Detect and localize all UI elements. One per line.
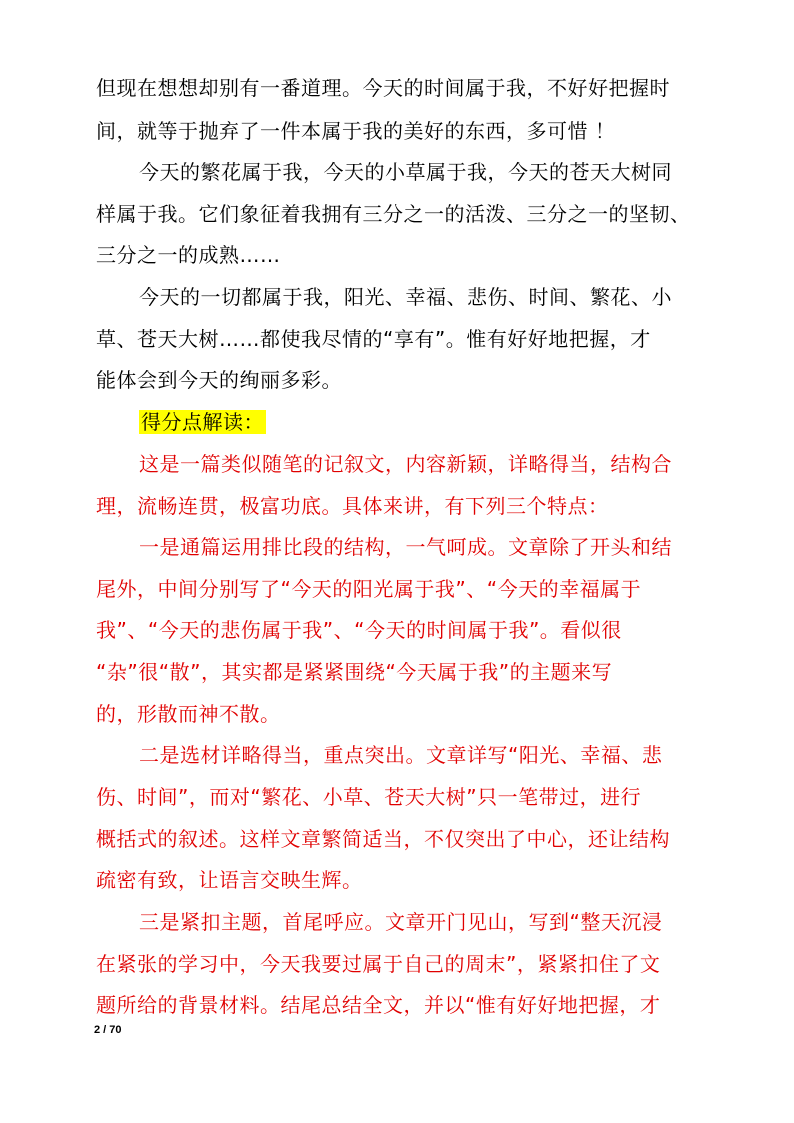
analysis-line: 尾外，中间分别写了“今天的阳光属于我”、“今天的幸福属于	[96, 577, 642, 601]
analysis-heading-line	[139, 408, 266, 436]
analysis-line: 概括式的叙述。这样文章繁简适当，不仅突出了中心，还让结构	[96, 827, 670, 851]
analysis-line: 这是一篇类似随笔的记叙文，内容新颖，详略得当，结构合	[139, 452, 672, 476]
body-line: 但现在想想却别有一番道理。今天的时间属于我，不好好把握时	[96, 76, 670, 100]
body-line: 能体会到今天的绚丽多彩。	[96, 368, 342, 392]
analysis-line: 三是紧扣主题，首尾呼应。文章开门见山，写到“整天沉浸	[139, 910, 663, 934]
analysis-line: 我”、“今天的悲伤属于我”、“今天的时间属于我”。看似很	[96, 618, 622, 642]
analysis-heading: 得分点解读：	[141, 410, 264, 434]
page-number: 2 / 70	[94, 1024, 122, 1036]
analysis-line: 一是通篇运用排比段的结构，一气呵成。文章除了开头和结	[139, 535, 672, 559]
body-line: 今天的一切都属于我，阳光、幸福、悲伤、时间、繁花、小	[139, 285, 672, 309]
analysis-line: 题所给的背景材料。结尾总结全文，并以“惟有好好地把握，才	[96, 993, 661, 1017]
analysis-line: 伤、时间”，而对“繁花、小草、苍天大树”只一笔带过，进行	[96, 785, 642, 809]
analysis-line: 的，形散而神不散。	[96, 702, 281, 726]
analysis-line: 疏密有致，让语言交映生辉。	[96, 868, 363, 892]
analysis-line: “杂”很“散”，其实都是紧紧围绕“今天属于我”的主题来写	[96, 660, 613, 684]
body-line: 样属于我。它们象征着我拥有三分之一的活泼、三分之一的坚韧、	[96, 202, 691, 226]
body-line: 间，就等于抛弃了一件本属于我的美好的东西，多可惜 ！	[96, 119, 616, 143]
body-line: 草、苍天大树……都使我尽情的“享有”。惟有好好地把握，才	[96, 327, 651, 351]
analysis-line: 在紧张的学习中，今天我要过属于自己的周末”，紧紧扣住了文	[96, 952, 661, 976]
analysis-line: 理，流畅连贯，极富功底。具体来讲，有下列三个特点：	[96, 494, 609, 518]
analysis-line: 二是选材详略得当，重点突出。文章详写“阳光、幸福、悲	[139, 743, 663, 767]
body-line: 三分之一的成熟……	[96, 243, 281, 267]
body-line: 今天的繁花属于我，今天的小草属于我，今天的苍天大树同	[139, 160, 672, 184]
